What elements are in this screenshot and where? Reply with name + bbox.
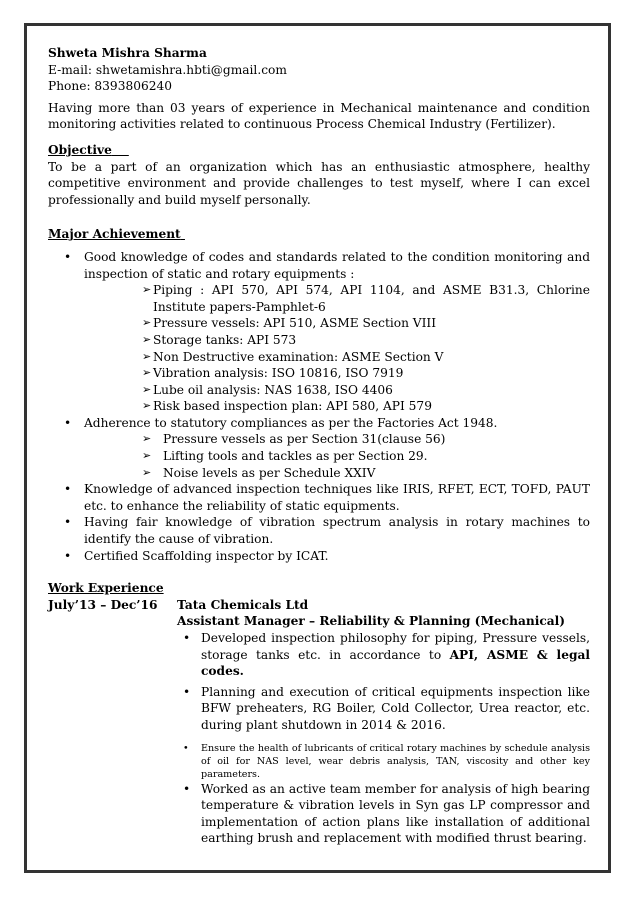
job-title: Assistant Manager – Reliability & Planning (Mechanical)	[177, 614, 566, 629]
work-entry	[48, 597, 590, 847]
sub-item: ➢ Storage tanks: API 573	[142, 332, 590, 349]
list-item: • Having fair knowledge of vibration spectrum analysis in rotary machines to identify the cause of vibration.	[48, 514, 590, 547]
email-line: E-mail: shwetamishra.hbti@gmail.com	[48, 62, 287, 77]
phone-line: Phone: 8393806240	[48, 79, 172, 94]
list-item: • Planning and execution of critical equipments inspection like BFW preheaters, RG Boiler, Cold Collector, Urea reactor, etc. during plant shutdown in 2014 & 2016.	[177, 684, 590, 734]
sub-item: ➢ Lube oil analysis: NAS 1638, ISO 4406	[142, 382, 590, 399]
codes-sublist	[84, 282, 590, 415]
sub-item: ➢ Lifting tools and tackles as per Section 29.	[142, 448, 590, 465]
list-item: • Adherence to statutory compliances as per the Factories Act 1948. ➢ Pressure vessels as per Section 31(clause 56) ➢ Lifting tools and tackles as per Section 29. ➢ Noise levels as per Schedule XXIV	[48, 415, 590, 481]
objective-heading: Objective	[48, 142, 112, 157]
sub-item: ➢ Piping : API 570, API 574, API 1104, and ASME B31.3, Chlorine Institute papers-Pamphlet-6	[142, 282, 590, 315]
resume-content	[48, 45, 590, 847]
list-item: • Ensure the health of lubricants of critical rotary machines by schedule analysis of oil for NAS level, wear debris analysis, TAN, viscosity and other key parameters.	[177, 742, 590, 781]
work-date: July’13 – Dec’16	[48, 597, 158, 612]
candidate-name: Shweta Mishra Sharma	[48, 46, 207, 60]
objective-text: To be a part of an organization which has an enthusiastic atmosphere, healthy competitive environment and provide challenges to test myself, where I can excel professionally and build myself personally.	[48, 159, 590, 207]
sub-item: ➢ Noise levels as per Schedule XXIV	[142, 465, 590, 482]
company-name: Tata Chemicals Ltd	[177, 597, 309, 612]
work-heading: Work Experience	[48, 581, 164, 596]
sub-item: ➢ Vibration analysis: ISO 10816, ISO 7919	[142, 365, 590, 382]
work-bullets	[177, 630, 590, 847]
achievement-list	[48, 249, 590, 564]
list-item: • Good knowledge of codes and standards related to the condition monitoring and inspection of static and rotary equipments : ➢ Piping : API 570, API 574, API 1104, and ASME B31.3, Chlorine Institute papers-Pamphlet-6 ➢ Pressure vessels: API 510, ASME Section VIII ➢ Storage tanks: API 573 ➢ Non Destructive examination: ASME Section V ➢ Vibration analysis: ISO 10816, ISO 7919 ➢ Lube oil analysis: NAS 1638, ISO 4406 ➢ Risk based inspection plan: API 580, API 579	[48, 249, 590, 415]
sub-item: ➢ Non Destructive examination: ASME Section V	[142, 349, 590, 366]
work-details	[177, 597, 590, 847]
list-item: • Developed inspection philosophy for piping, Pressure vessels, storage tanks etc. in accordance to API, ASME & legal codes.	[177, 630, 590, 680]
sub-item: ➢ Risk based inspection plan: API 580, API 579	[142, 398, 590, 415]
compliance-sublist	[84, 431, 590, 481]
sub-item: ➢ Pressure vessels: API 510, ASME Section VIII	[142, 315, 590, 332]
list-item: • Worked as an active team member for analysis of high bearing temperature & vibration levels in Syn gas LP compressor and implementation of action plans like installation of additional earthing brush and replacement with modified thrust bearing.	[177, 781, 590, 847]
achievement-heading: Major Achievement	[48, 227, 181, 242]
list-item: • Knowledge of advanced inspection techniques like IRIS, RFET, ECT, TOFD, PAUT etc. to enhance the reliability of static equipments.	[48, 481, 590, 514]
sub-item: ➢ Pressure vessels as per Section 31(clause 56)	[142, 431, 590, 448]
summary-paragraph: Having more than 03 years of experience in Mechanical maintenance and condition monitoring activities related to continuous Process Chemical Industry (Fertilizer).	[48, 100, 590, 132]
list-item: • Certified Scaffolding inspector by ICAT.	[48, 548, 590, 565]
